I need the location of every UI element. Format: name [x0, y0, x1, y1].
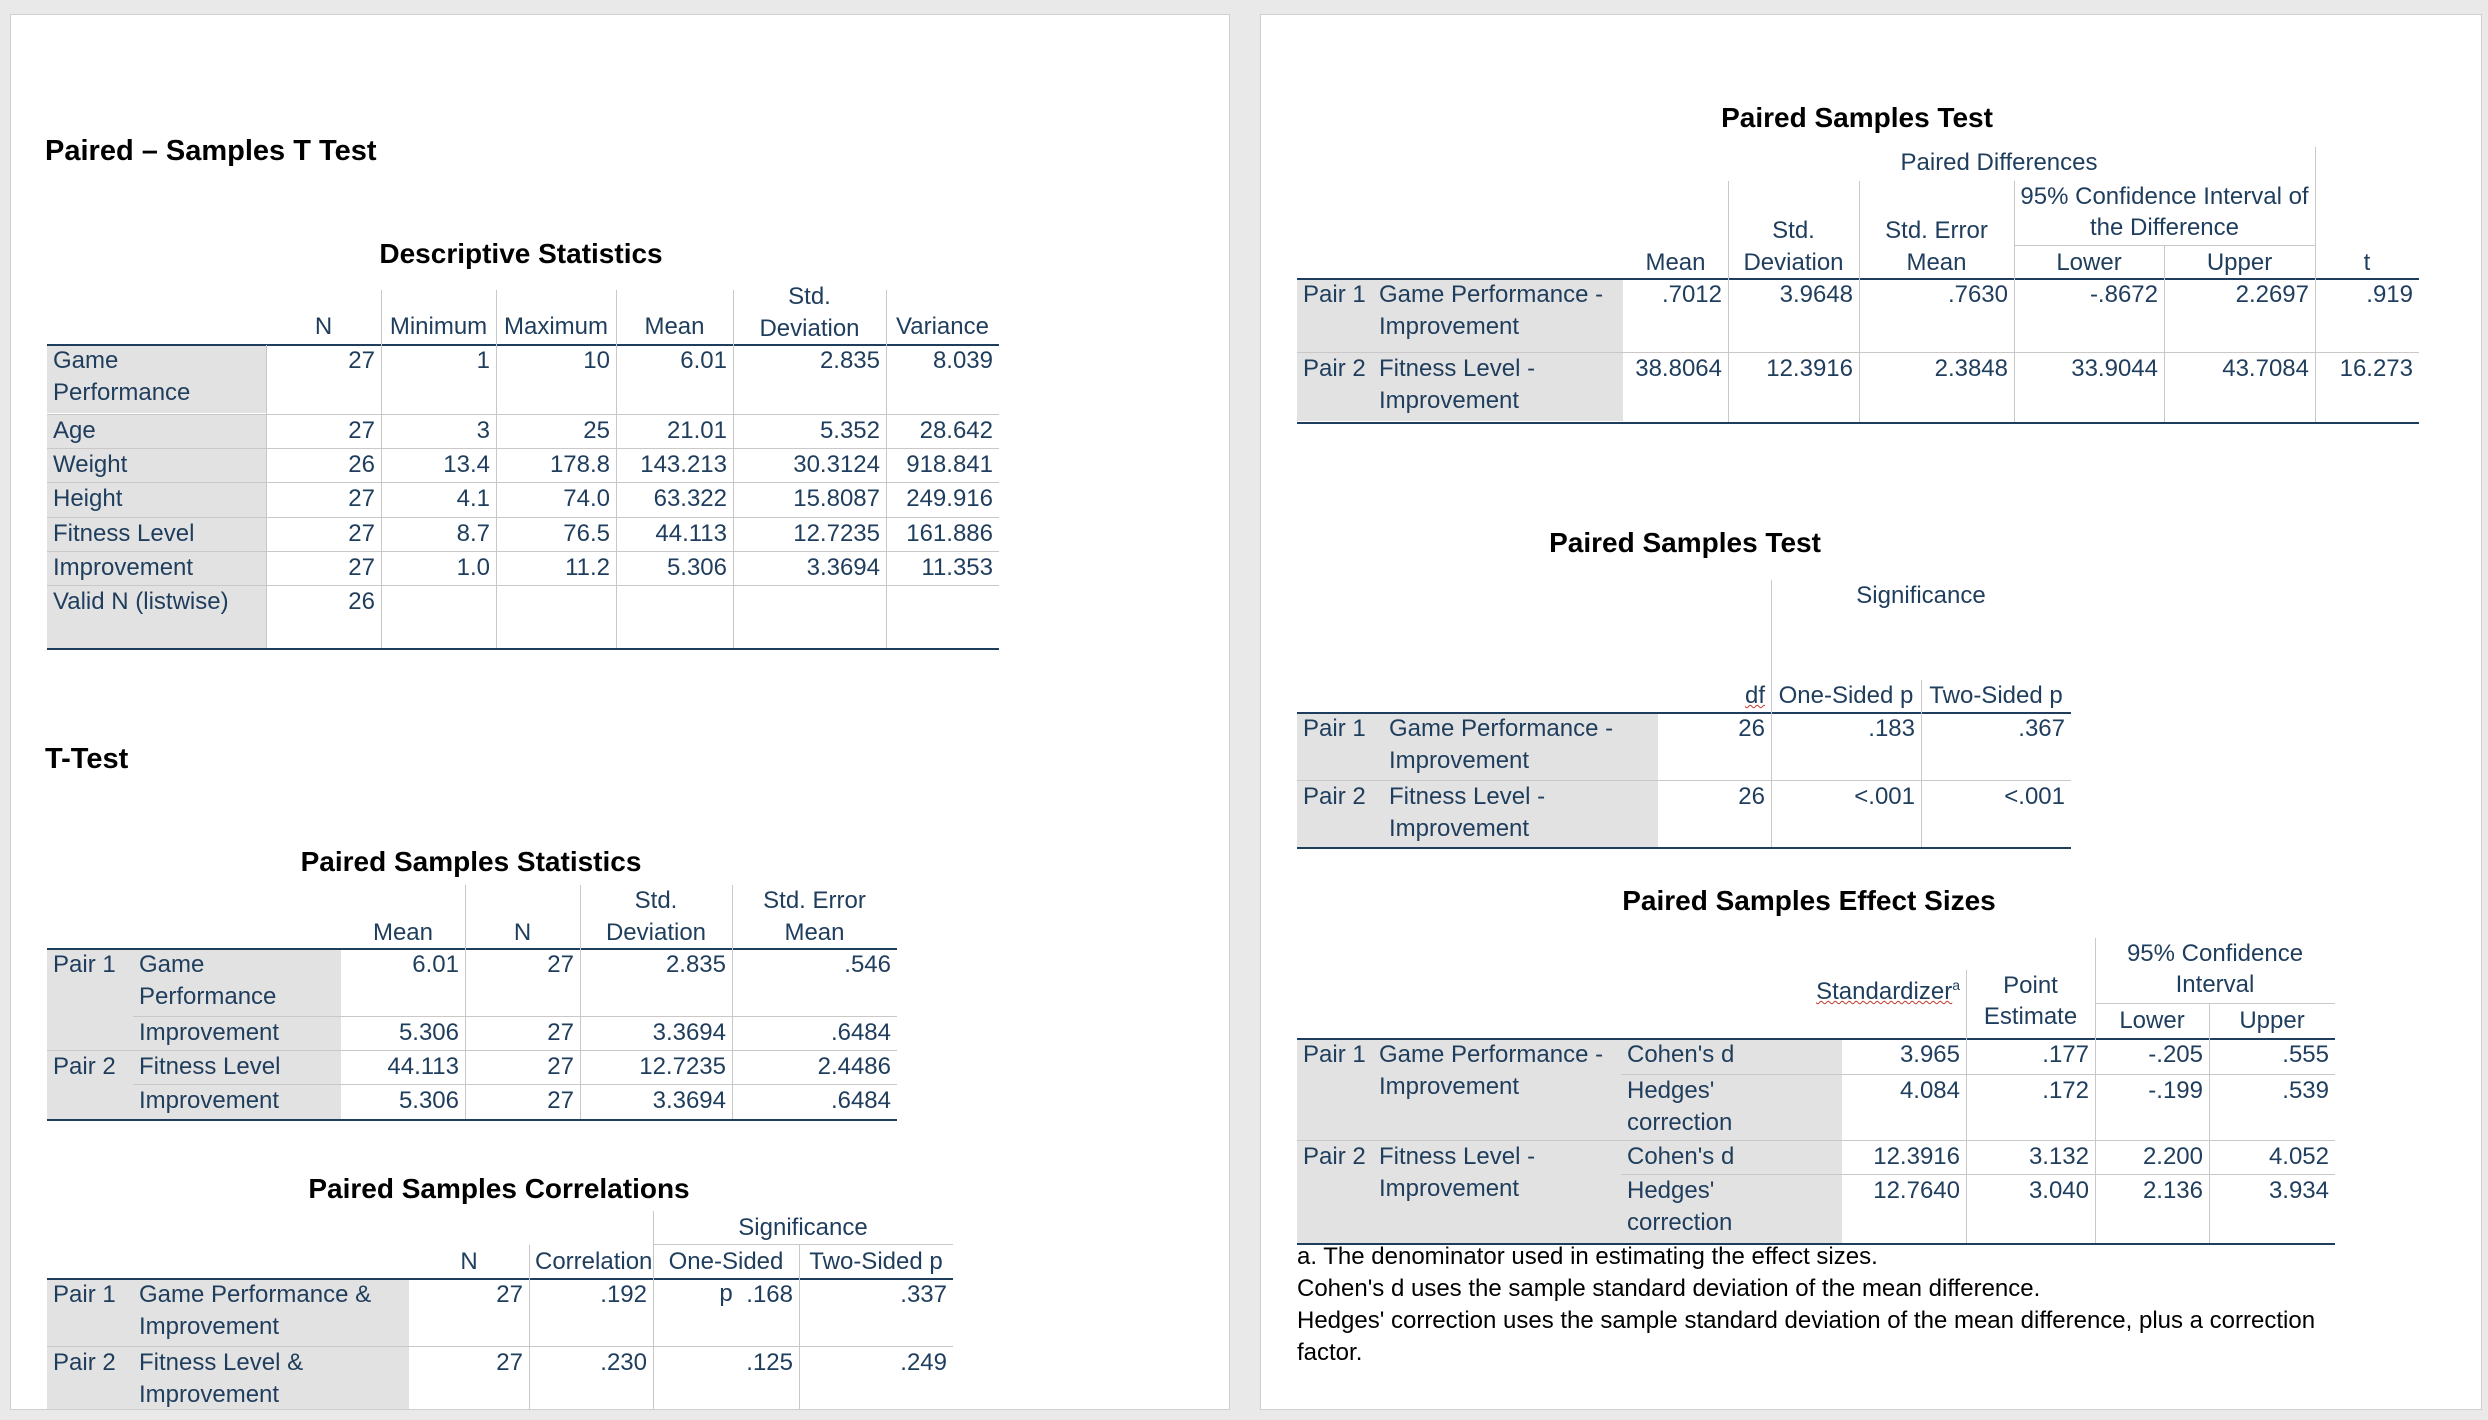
- value-cell: 2.835: [819, 347, 880, 374]
- value-cell: <.001: [1854, 783, 1915, 810]
- value-cell: .555: [2282, 1041, 2329, 1068]
- pair-label: Pair 1: [53, 951, 116, 978]
- col-header-upper: Upper: [2239, 1007, 2305, 1034]
- value-cell: 21.01: [666, 417, 727, 444]
- col-header-std-deviation: Std. Deviation: [605, 887, 707, 946]
- descriptive-statistics-title: Descriptive Statistics: [379, 238, 663, 269]
- variable-label: Fitness Level - Improvement: [1379, 355, 1536, 414]
- row-label: Age: [47, 415, 266, 449]
- value-cell: 74.0: [563, 485, 610, 512]
- paired-samples-effect-sizes-title: Paired Samples Effect Sizes: [1622, 885, 1996, 916]
- footnote: a. The denominator used in estimating the effect sizes.: [1297, 1243, 1878, 1270]
- value-cell: .7630: [1947, 281, 2008, 308]
- variable-label: Game Performance & Improvement: [139, 1281, 372, 1340]
- measure-label: Cohen's d: [1627, 1143, 1735, 1170]
- pair-label: Pair 2: [53, 1053, 116, 1080]
- col-header-upper: Upper: [2206, 249, 2273, 276]
- col-header-t: t: [2363, 249, 2371, 276]
- value-cell: 6.01: [680, 347, 727, 374]
- value-cell: 44.113: [655, 520, 727, 547]
- section-heading-t-test: T-Test: [45, 743, 129, 775]
- value-cell: 27: [547, 1087, 574, 1114]
- measure-label: Hedges' correction: [1627, 1177, 1733, 1236]
- value-cell: 12.7235: [639, 1053, 726, 1080]
- col-header-one-sided-p: One-Sided p: [1778, 682, 1914, 709]
- paired-samples-test-title: Paired Samples Test: [1721, 102, 1993, 133]
- paired-samples-statistics-title: Paired Samples Statistics: [300, 846, 642, 877]
- value-cell: 30.3124: [793, 451, 880, 478]
- significance-group-header: Significance: [738, 1214, 868, 1241]
- pair-label: Pair 1: [53, 1281, 116, 1308]
- variable-label: Fitness Level - Improvement: [1389, 783, 1546, 842]
- col-header-correlation: Correlation: [535, 1248, 653, 1275]
- measure-label: Hedges' correction: [1627, 1077, 1733, 1136]
- value-cell: 10: [583, 347, 610, 374]
- value-cell: 918.841: [906, 451, 993, 478]
- value-cell: .125: [746, 1349, 793, 1376]
- value-cell: 11.2: [565, 554, 610, 581]
- ci-group-header: 95% Confidence Interval of the Difference: [2020, 183, 2309, 241]
- row-label: Height: [47, 483, 266, 517]
- value-cell: .7012: [1661, 281, 1722, 308]
- col-header-std-deviation: Std. Deviation: [759, 283, 860, 342]
- value-cell: .192: [600, 1281, 647, 1308]
- value-cell: 12.7640: [1873, 1177, 1960, 1204]
- value-cell: -.205: [2148, 1041, 2203, 1068]
- row-label: Game Performance: [47, 345, 266, 413]
- value-cell: 8.7: [456, 520, 490, 547]
- value-cell: 3.3694: [652, 1087, 726, 1114]
- variable-label: Game Performance: [139, 951, 277, 1010]
- value-cell: 178.8: [549, 451, 610, 478]
- value-cell: 16.273: [2339, 355, 2413, 382]
- value-cell: 4.052: [2268, 1143, 2329, 1170]
- variable-label: Game Performance - Improvement: [1379, 1041, 1604, 1100]
- value-cell: 1.0: [456, 554, 490, 581]
- value-cell: -.199: [2148, 1077, 2203, 1104]
- value-cell: .183: [1868, 715, 1915, 742]
- col-header-standardizer: Standardizer$^a$: [1816, 977, 1960, 1005]
- value-cell: 2.4486: [817, 1053, 891, 1080]
- value-cell: 76.5: [563, 520, 610, 547]
- col-header-point-estimate: Point Estimate: [1983, 972, 2078, 1030]
- measure-label: Cohen's d: [1627, 1041, 1735, 1068]
- section-heading-paired-samples: Paired – Samples T Test: [45, 135, 377, 167]
- value-cell: 3.965: [1899, 1041, 1960, 1068]
- col-header-std-deviation: Std. Deviation: [1743, 217, 1844, 276]
- col-header-std-error-mean: Std. Error Mean: [763, 887, 866, 946]
- col-header-maximum: Maximum: [503, 313, 608, 340]
- value-cell: 3.934: [2268, 1177, 2329, 1204]
- value-cell: 27: [496, 1281, 523, 1308]
- value-cell: 1: [476, 347, 490, 374]
- value-cell: <.001: [2004, 783, 2065, 810]
- col-header-n: N: [314, 313, 333, 340]
- variable-label: Game Performance - Improvement: [1389, 715, 1614, 774]
- value-cell: 3.3694: [652, 1019, 726, 1046]
- value-cell: 143.213: [640, 451, 727, 478]
- value-cell: 6.01: [412, 951, 459, 978]
- col-header-two-sided-p: Two-Sided p: [809, 1248, 943, 1275]
- value-cell: 28.642: [919, 417, 993, 444]
- value-cell: .230: [600, 1349, 647, 1376]
- value-cell: 2.3848: [1934, 355, 2008, 382]
- value-cell: 26: [1738, 715, 1765, 742]
- value-cell: 3.132: [2028, 1143, 2089, 1170]
- row-label: Improvement: [47, 552, 266, 586]
- value-cell: 26: [348, 588, 375, 615]
- value-cell: 38.8064: [1635, 355, 1722, 382]
- variable-label: Improvement: [139, 1087, 280, 1114]
- value-cell: 12.3916: [1766, 355, 1853, 382]
- value-cell: .6484: [830, 1087, 891, 1114]
- value-cell: 27: [547, 1053, 574, 1080]
- pair-label: Pair 1: [1303, 1041, 1366, 1068]
- value-cell: 4.1: [456, 485, 490, 512]
- value-cell: .172: [2042, 1077, 2089, 1104]
- variable-label: Improvement: [139, 1019, 280, 1046]
- value-cell: 12.7235: [793, 520, 880, 547]
- col-header-variance: Variance: [896, 313, 989, 340]
- paired-samples-correlations-title: Paired Samples Correlations: [308, 1173, 690, 1204]
- variable-label: Game Performance - Improvement: [1379, 281, 1604, 340]
- value-cell: 2.2697: [2235, 281, 2309, 308]
- col-header-n: N: [513, 919, 532, 946]
- value-cell: 27: [547, 951, 574, 978]
- footnote: factor.: [1297, 1339, 1363, 1366]
- value-cell: .177: [2042, 1041, 2089, 1068]
- col-header-two-sided-p: Two-Sided p: [1929, 682, 2063, 709]
- value-cell: 27: [348, 417, 375, 444]
- value-cell: -.8672: [2089, 281, 2158, 308]
- value-cell: 4.084: [1899, 1077, 1960, 1104]
- value-cell: .168: [746, 1281, 793, 1308]
- pair-label: Pair 2: [1303, 1143, 1366, 1170]
- value-cell: 27: [547, 1019, 574, 1046]
- value-cell: 5.306: [666, 554, 727, 581]
- value-cell: 26: [348, 451, 375, 478]
- value-cell: 27: [348, 347, 375, 374]
- col-header-minimum: Minimum: [389, 313, 488, 340]
- paired-samples-test-significance-title: Paired Samples Test: [1549, 527, 1821, 558]
- value-cell: .539: [2282, 1077, 2329, 1104]
- footnote: Cohen's d uses the sample standard deviation of the mean difference.: [1297, 1275, 2041, 1302]
- pair-label: Pair 2: [1303, 355, 1366, 382]
- value-cell: 3.040: [2028, 1177, 2089, 1204]
- col-header-std-error-mean: Std. Error Mean: [1885, 217, 1988, 276]
- col-header-lower: Lower: [2119, 1007, 2185, 1034]
- value-cell: 26: [1738, 783, 1765, 810]
- variable-label: Fitness Level: [139, 1053, 281, 1080]
- value-cell: 12.3916: [1873, 1143, 1960, 1170]
- output-page-left: [10, 14, 1230, 1410]
- value-cell: .249: [900, 1349, 947, 1376]
- pair-label: Pair 1: [1303, 281, 1366, 308]
- ci-group-header: 95% Confidence Interval: [2126, 940, 2304, 998]
- value-cell: 27: [348, 485, 375, 512]
- value-cell: 161.886: [906, 520, 993, 547]
- col-header-lower: Lower: [2056, 249, 2122, 276]
- variable-label: Fitness Level - Improvement: [1379, 1143, 1536, 1202]
- output-page-right: [1260, 14, 2482, 1410]
- value-cell: .337: [900, 1281, 947, 1308]
- variable-label: Fitness Level & Improvement: [139, 1349, 304, 1408]
- footnote: Hedges' correction uses the sample standard deviation of the mean difference, plus a correction: [1297, 1307, 2316, 1334]
- value-cell: 3: [476, 417, 490, 444]
- row-label: Valid N (listwise): [47, 586, 266, 648]
- col-header-mean: Mean: [372, 919, 434, 946]
- value-cell: 25: [583, 417, 610, 444]
- value-cell: 5.306: [398, 1087, 459, 1114]
- value-cell: 27: [496, 1349, 523, 1376]
- value-cell: 27: [348, 554, 375, 581]
- value-cell: 63.322: [653, 485, 727, 512]
- significance-group-header: Significance: [1856, 582, 1986, 609]
- value-cell: 13.4: [443, 451, 490, 478]
- value-cell: 5.352: [819, 417, 880, 444]
- value-cell: 11.353: [921, 554, 993, 581]
- value-cell: 249.916: [906, 485, 993, 512]
- value-cell: 3.3694: [806, 554, 880, 581]
- col-header-df: df: [1744, 682, 1765, 709]
- value-cell: .367: [2018, 715, 2065, 742]
- value-cell: 5.306: [398, 1019, 459, 1046]
- value-cell: 43.7084: [2222, 355, 2309, 382]
- value-cell: 15.8087: [793, 485, 880, 512]
- col-header-mean: Mean: [1645, 249, 1706, 276]
- value-cell: 44.113: [387, 1053, 459, 1080]
- pair-label: Pair 2: [53, 1349, 116, 1376]
- value-cell: 2.835: [665, 951, 726, 978]
- value-cell: 33.9044: [2071, 355, 2158, 382]
- value-cell: 2.200: [2142, 1143, 2203, 1170]
- pair-label: Pair 2: [1303, 783, 1366, 810]
- col-header-mean: Mean: [644, 313, 705, 340]
- value-cell: 3.9648: [1779, 281, 1853, 308]
- value-cell: 8.039: [932, 347, 993, 374]
- pair-label: Pair 1: [1303, 715, 1366, 742]
- row-label: Fitness Level: [47, 518, 266, 552]
- col-header-one-sided-p: One-Sided p: [668, 1248, 784, 1307]
- value-cell: .546: [844, 951, 891, 978]
- value-cell: 27: [348, 520, 375, 547]
- value-cell: .6484: [830, 1019, 891, 1046]
- col-header-n: N: [460, 1248, 478, 1275]
- value-cell: .919: [2366, 281, 2413, 308]
- paired-differences-group-header: Paired Differences: [1900, 149, 2098, 176]
- value-cell: 2.136: [2142, 1177, 2203, 1204]
- row-label: Weight: [47, 449, 266, 483]
